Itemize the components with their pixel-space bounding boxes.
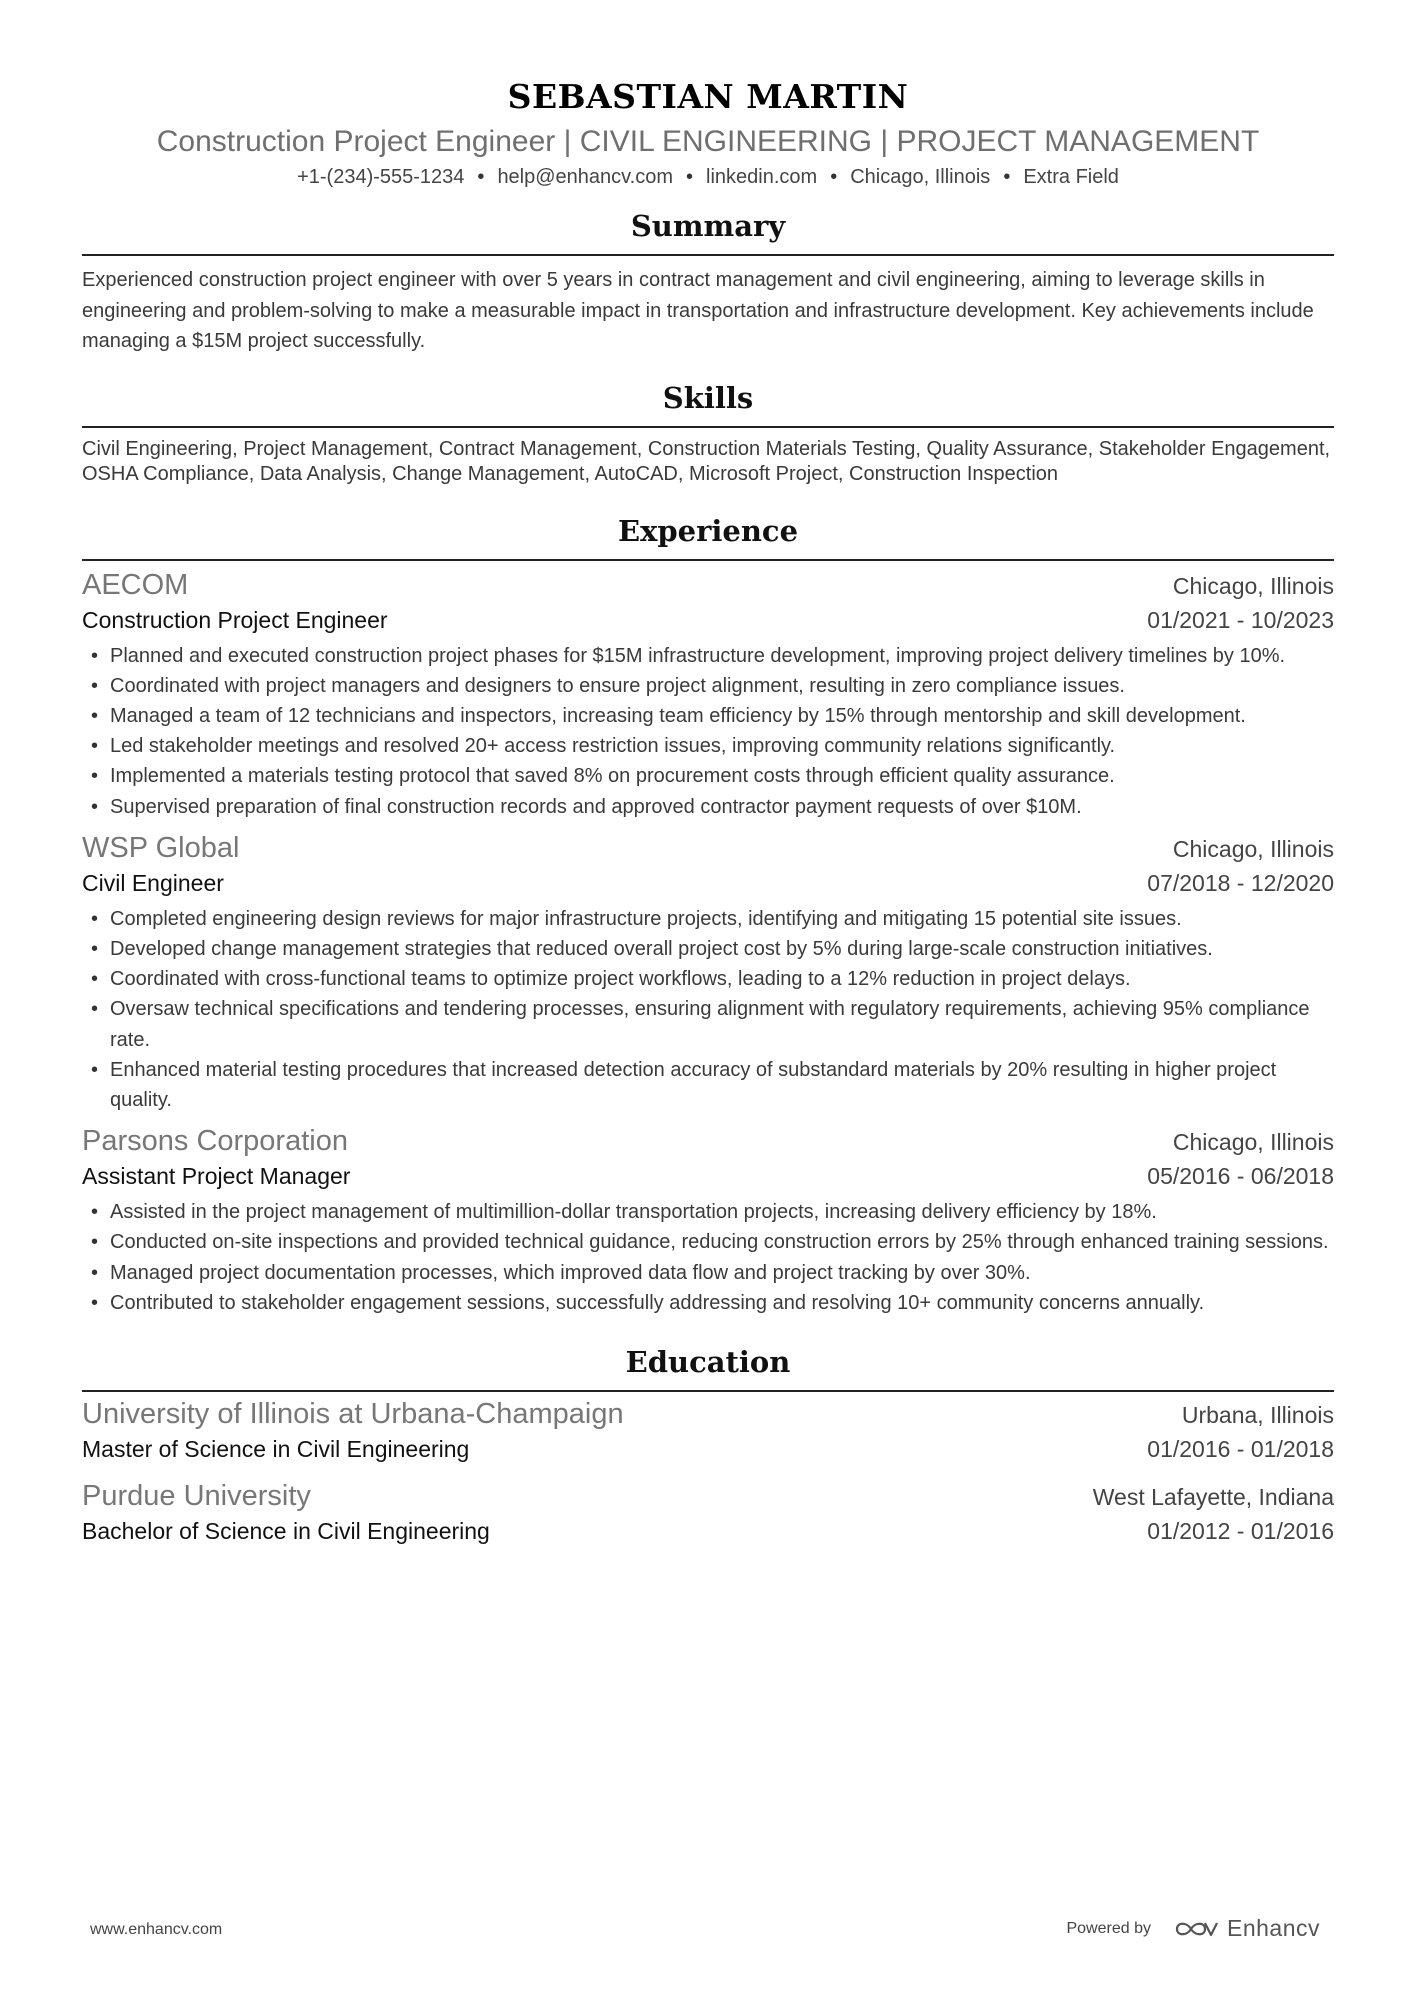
education-dates: 01/2012 - 01/2016 xyxy=(1147,1517,1334,1544)
job-location: Chicago, Illinois xyxy=(1172,1129,1334,1156)
achievement-item: • Contributed to stakeholder engagement sessions, successfully addressing and resolving 10+ community concerns annually. xyxy=(82,1288,1334,1318)
achievement-list xyxy=(82,641,1334,822)
powered-by-label: Powered by xyxy=(1066,1919,1151,1937)
achievement-item: • Managed project documentation processes, which improved data flow and project tracking by over 30%. xyxy=(82,1258,1334,1288)
degree-title: Bachelor of Science in Civil Engineering xyxy=(82,1517,490,1544)
resume-page xyxy=(82,70,1334,1548)
school-name: University of Illinois at Urbana-Champaign xyxy=(82,1397,624,1430)
achievement-item: • Led stakeholder meetings and resolved 20+ access restriction issues, improving community relations significantly. xyxy=(82,731,1334,761)
achievement-item: • Completed engineering design reviews for major infrastructure projects, identifying and mitigating 15 potential site issues. xyxy=(82,904,1334,934)
achievement-item: • Supervised preparation of final construction records and approved contractor payment requests of over $10M. xyxy=(82,792,1334,822)
summary-section xyxy=(82,206,1334,357)
contact-linkedin[interactable]: linkedin.com xyxy=(706,166,818,188)
school-location: West Lafayette, Indiana xyxy=(1092,1483,1334,1510)
section-title-skills: Skills xyxy=(82,378,1334,428)
footer-branding[interactable] xyxy=(1066,1915,1320,1942)
enhancv-logo-icon xyxy=(1173,1917,1219,1941)
contact-phone: +1-(234)-555-1234 xyxy=(297,166,465,188)
skills-text: Civil Engineering, Project Management, Contract Management, Construction Materials Testing, Quality Assurance, Stakeholder Engagement, OSHA Compliance, Data Analysis, Change Management, AutoCAD, Microsoft Project, Construction Inspection xyxy=(82,437,1331,485)
candidate-name: SEBASTIAN MARTIN xyxy=(507,77,909,116)
contact-line xyxy=(82,162,1334,192)
contact-extra-field: Extra Field xyxy=(1023,166,1119,188)
job-location: Chicago, Illinois xyxy=(1172,835,1334,862)
page-footer xyxy=(90,1915,1320,1955)
achievement-item: • Coordinated with cross-functional teams to optimize project workflows, leading to a 12% reduction in project delays. xyxy=(82,964,1334,994)
section-title-education: Education xyxy=(82,1342,1334,1392)
job-title: Construction Project Engineer xyxy=(82,606,388,633)
achievement-item: • Planned and executed construction project phases for $15M infrastructure development, improving project delivery timelines by 10%. xyxy=(82,641,1334,671)
experience-entry xyxy=(82,1123,1334,1318)
education-entry xyxy=(82,1478,1334,1548)
degree-title: Master of Science in Civil Engineering xyxy=(82,1435,470,1462)
achievement-item: • Implemented a materials testing protocol that saved 8% on procurement costs through efficient quality assurance. xyxy=(82,761,1334,791)
candidate-tagline: Construction Project Engineer | CIVIL ENGINEERING | PROJECT MANAGEMENT xyxy=(156,125,1260,158)
footer-website-link[interactable]: www.enhancv.com xyxy=(90,1921,223,1938)
contact-separator: • xyxy=(686,166,694,188)
company-name: AECOM xyxy=(82,568,189,601)
achievement-item: • Assisted in the project management of multimillion-dollar transportation projects, increasing delivery efficiency by 18%. xyxy=(82,1197,1334,1227)
job-location: Chicago, Illinois xyxy=(1172,572,1334,599)
skills-section xyxy=(82,378,1334,488)
job-title: Civil Engineer xyxy=(82,869,224,896)
contact-separator: • xyxy=(477,166,485,188)
brand-name: Enhancv xyxy=(1226,1915,1320,1941)
section-title-summary: Summary xyxy=(82,206,1334,256)
achievement-item: • Enhanced material testing procedures that increased detection accuracy of substandard materials by 20% resulting in higher project quality. xyxy=(82,1055,1334,1115)
achievement-item: • Oversaw technical specifications and tendering processes, ensuring alignment with regulatory requirements, achieving 95% compliance rate. xyxy=(82,994,1334,1054)
job-dates: 07/2018 - 12/2020 xyxy=(1147,869,1334,896)
job-dates: 05/2016 - 06/2018 xyxy=(1147,1163,1334,1190)
company-name: Parsons Corporation xyxy=(82,1125,348,1158)
achievement-list xyxy=(82,1197,1334,1318)
achievement-item: • Managed a team of 12 technicians and inspectors, increasing team efficiency by 15% through mentorship and skill development. xyxy=(82,701,1334,731)
experience-entry xyxy=(82,830,1334,1115)
achievement-item: • Developed change management strategies that reduced overall project cost by 5% during large-scale construction initiatives. xyxy=(82,934,1334,964)
experience-section xyxy=(82,511,1334,1318)
contact-separator: • xyxy=(830,166,838,188)
achievement-list xyxy=(82,904,1334,1115)
summary-text: Experienced construction project engineer with over 5 years in contract management and civil engineering, aiming to leverage skills in engineering and problem-solving to make a measurable impact in transportation and infrastructure development. Key achievements include managing a $15M project successfully. xyxy=(82,269,1314,352)
education-entry xyxy=(82,1396,1334,1466)
achievement-item: • Coordinated with project managers and designers to ensure project alignment, resulting in zero compliance issues. xyxy=(82,671,1334,701)
school-location: Urbana, Illinois xyxy=(1181,1401,1334,1428)
school-name: Purdue University xyxy=(82,1479,311,1512)
resume-header xyxy=(82,70,1334,192)
company-name: WSP Global xyxy=(82,831,240,864)
contact-separator: • xyxy=(1003,166,1011,188)
achievement-item: • Conducted on-site inspections and provided technical guidance, reducing construction errors by 25% through enhanced training sessions. xyxy=(82,1227,1334,1257)
contact-email[interactable]: help@enhancv.com xyxy=(497,166,674,188)
education-section xyxy=(82,1342,1334,1548)
contact-location: Chicago, Illinois xyxy=(850,166,991,188)
experience-entry xyxy=(82,567,1334,822)
education-dates: 01/2016 - 01/2018 xyxy=(1147,1435,1334,1462)
job-title: Assistant Project Manager xyxy=(82,1163,351,1190)
section-title-experience: Experience xyxy=(82,511,1334,561)
job-dates: 01/2021 - 10/2023 xyxy=(1147,606,1334,633)
